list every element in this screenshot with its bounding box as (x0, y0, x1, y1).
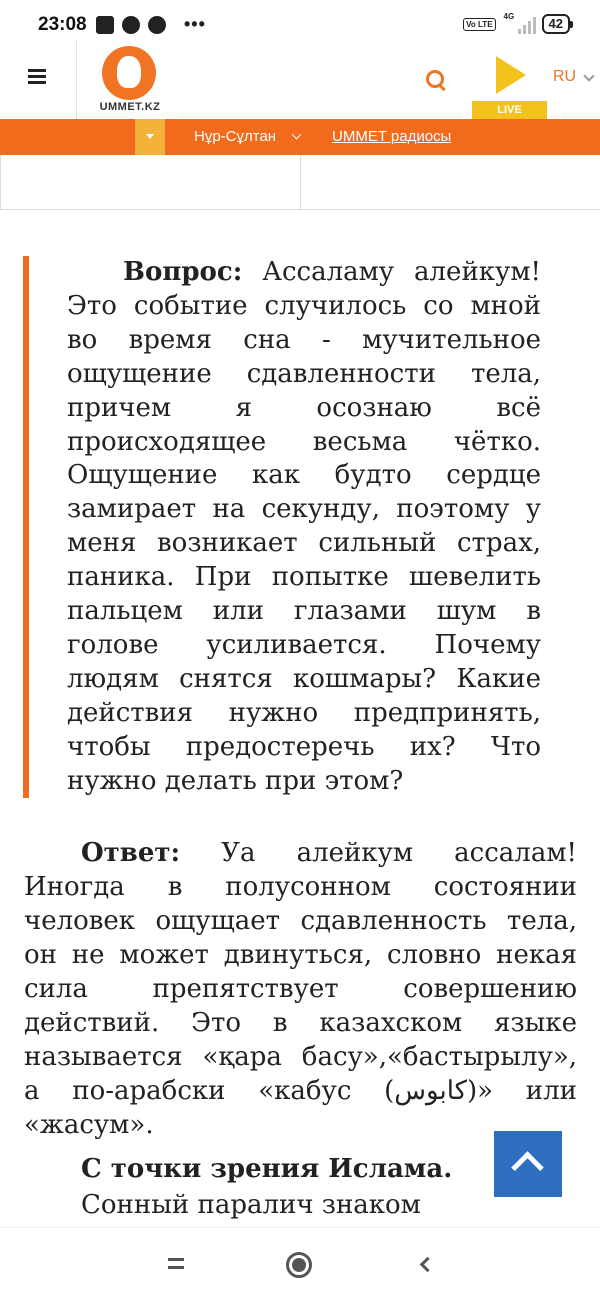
site-header (0, 40, 600, 119)
status-right (463, 14, 570, 34)
question-text: Ассаламу алейкум! Это событие случилось со мной во время сна - мучительное ощущение сдавленности тела, причем я осознаю всё происходящее весьма чётко. Ощущение как будто сердце замирает на секунду, поэтому у меня возникает сильный страх, паника. При попытке шевелить пальцем или глазами шум в голове усиливается. Почему людям снятся кошмары? Какие действия нужно предпринять, чтобы предостеречь их? Что нужно делать при этом? (67, 257, 541, 796)
prayer-times-strip (0, 155, 600, 210)
signal-icon (504, 14, 534, 34)
chevron-down-icon[interactable] (292, 130, 302, 140)
answer-paragraph (24, 836, 577, 1142)
recent-apps-icon[interactable] (168, 1258, 184, 1272)
answer-text: Уа алейкум ассалам! Иногда в полусонном состоянии человек ощущает сдавленность тела, он не может двинуться, словно некая сила препятствует совершению действий. Это в казахском языке называется «қара басу»,«бастырылу», а по-арабски «кабус (كابوس)» или «жасум». (24, 838, 577, 1140)
site-logo[interactable] (92, 46, 168, 116)
chevron-down-icon[interactable] (583, 70, 594, 81)
header-divider (76, 40, 77, 119)
section-heading: С точки зрения Ислама. (81, 1154, 453, 1184)
more-notifications: ••• (184, 14, 206, 34)
system-nav-bar (0, 1227, 600, 1299)
section-paragraph: Сонный паралич знаком (81, 1190, 421, 1220)
quote-bar (23, 256, 29, 798)
volte-icon: Vo LTE (463, 18, 495, 31)
battery-icon: 42 (542, 14, 570, 34)
notification-icon (122, 16, 140, 34)
chat-icon (148, 16, 166, 34)
home-icon[interactable] (286, 1252, 312, 1278)
live-badge[interactable]: LIVE (472, 101, 547, 119)
logo-text: UMMET.KZ (99, 101, 161, 113)
status-time: 23:08 (38, 14, 87, 35)
logo-emblem (102, 46, 156, 100)
notification-icon (96, 16, 114, 34)
strip-divider (300, 155, 301, 210)
radio-link[interactable]: UMMET радиосы (332, 128, 452, 145)
chevron-up-icon[interactable] (494, 1131, 562, 1197)
search-icon[interactable] (426, 70, 446, 90)
answer-label: Ответ: (81, 838, 181, 868)
city-selector[interactable]: Нұр-Сұлтан (194, 128, 277, 145)
question-label: Вопрос: (123, 257, 243, 287)
dropdown-toggle[interactable] (135, 119, 165, 155)
top-info-bar (0, 119, 600, 155)
question-paragraph (67, 256, 541, 799)
play-icon[interactable] (496, 56, 526, 94)
network-type: 4G (503, 12, 515, 21)
hamburger-icon[interactable] (20, 66, 56, 96)
language-selector[interactable]: RU (553, 68, 577, 85)
back-icon[interactable] (420, 1257, 436, 1273)
strip-edge (0, 155, 1, 210)
notification-icons (96, 14, 206, 35)
